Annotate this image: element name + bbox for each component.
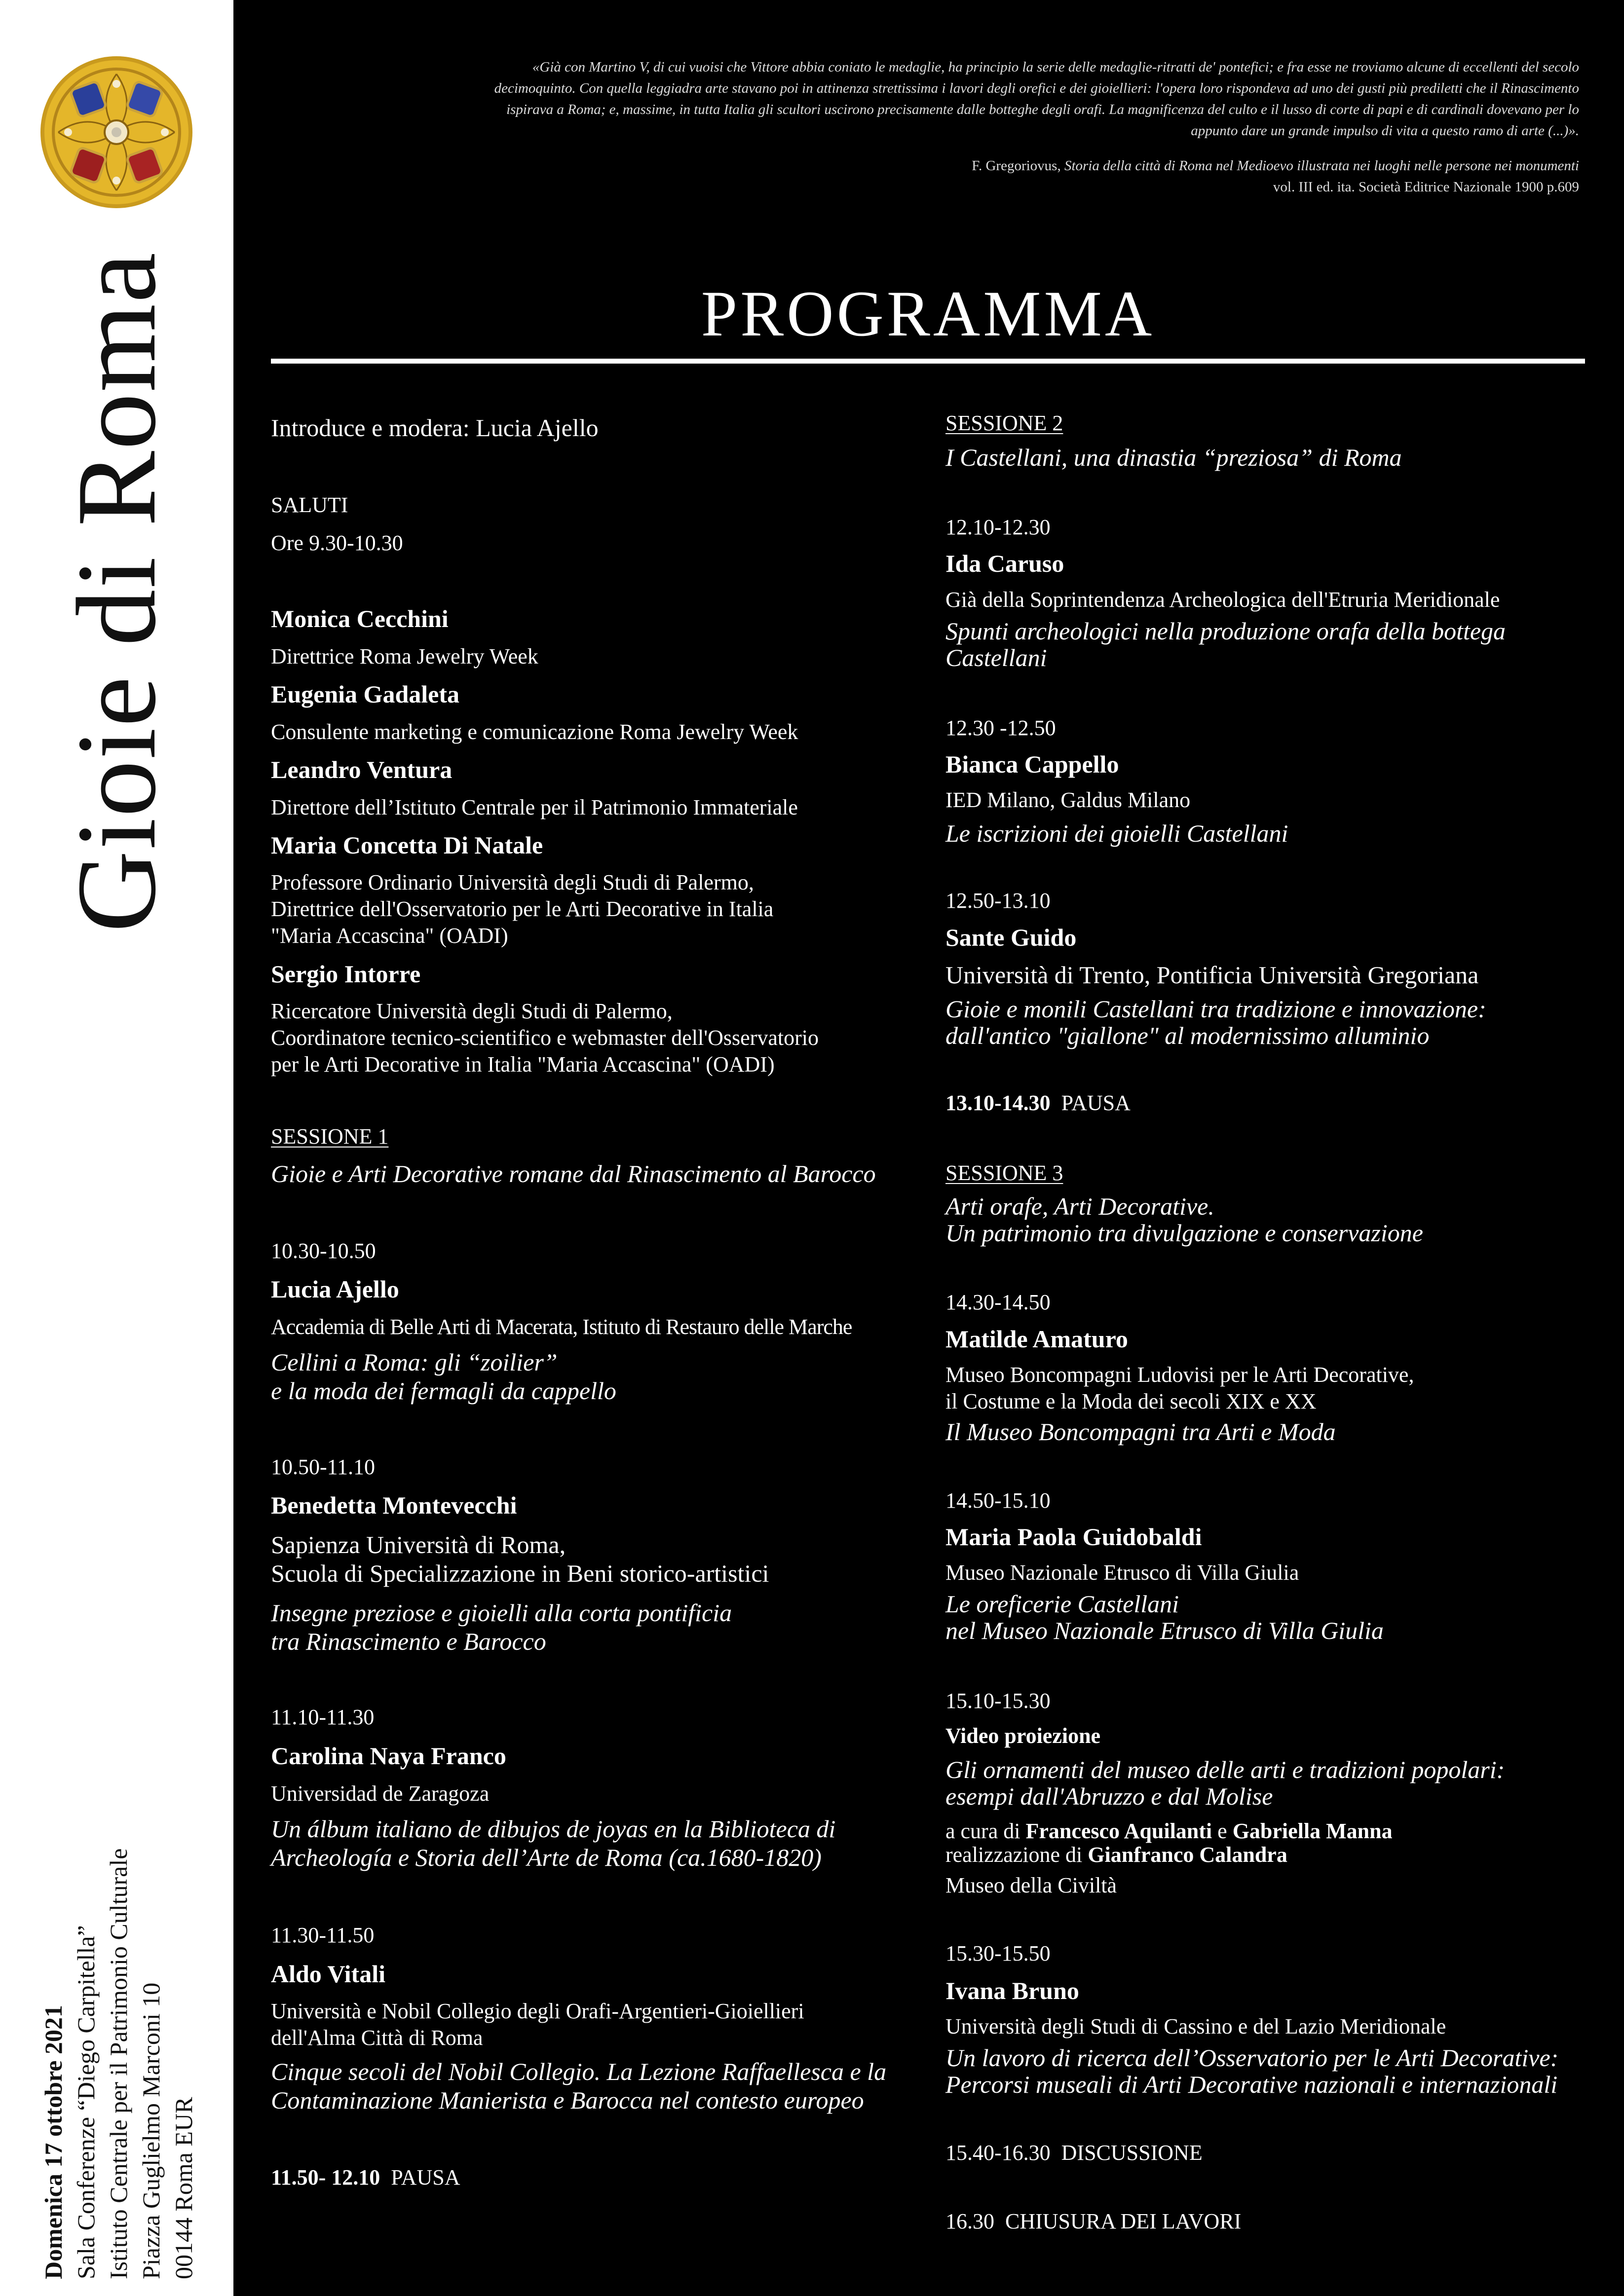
saluti-label: SALUTI bbox=[271, 493, 348, 517]
talk-speaker: Sante Guido bbox=[945, 924, 1077, 951]
closing-line: 16.30 CHIUSURA DEI LAVORI bbox=[945, 2209, 1242, 2233]
talk-time: 14.50-15.10 bbox=[945, 1488, 1051, 1513]
talk-time: 14.30-14.50 bbox=[945, 1290, 1051, 1314]
curator-name: Francesco Aquilanti bbox=[1025, 1819, 1212, 1843]
talk-affiliation bbox=[945, 1362, 1414, 1415]
talk-time: 12.50-13.10 bbox=[945, 889, 1051, 913]
talk-title bbox=[271, 2057, 886, 2114]
title-line: dall'antico "giallone" al modernissimo alluminio bbox=[945, 1022, 1430, 1049]
title-line: esempi dall'Abruzzo e dal Molise bbox=[945, 1782, 1273, 1810]
video-title bbox=[945, 1756, 1505, 1810]
speaker-name: Leandro Ventura bbox=[271, 756, 453, 783]
speaker-role: Direttore dell’Istituto Centrale per il Patrimonio Immateriale bbox=[271, 795, 798, 819]
talk-affiliation bbox=[271, 1998, 804, 2051]
curator-name: Gabriella Manna bbox=[1232, 1819, 1393, 1843]
event-date: Domenica 17 ottobre 2021 bbox=[39, 2005, 67, 2279]
title-line: Contaminazione Manierista e Barocca nel contesto europeo bbox=[271, 2086, 864, 2114]
session-label: SESSIONE 2 bbox=[945, 411, 1063, 435]
saluti-time: Ore 9.30-10.30 bbox=[271, 531, 403, 555]
video-museum: Museo della Civiltà bbox=[945, 1873, 1117, 1897]
event-title-container bbox=[53, 251, 179, 933]
pausa-label: PAUSA bbox=[391, 2165, 460, 2189]
video-time: 15.10-15.30 bbox=[945, 1689, 1051, 1713]
discussion-line: 15.40-16.30 DISCUSSIONE bbox=[945, 2141, 1203, 2165]
talk-speaker: Benedetta Montevecchi bbox=[271, 1491, 517, 1519]
venue-info-container bbox=[30, 1746, 207, 2279]
affiliation-line: Museo Boncompagni Ludovisi per le Arti Decorative, bbox=[945, 1363, 1414, 1387]
talk-time: 15.30-15.50 bbox=[945, 1941, 1051, 1965]
video-production bbox=[945, 1842, 1287, 1867]
affiliation-line: Sapienza Università di Roma, bbox=[271, 1531, 566, 1558]
affiliation-line: il Costume e la Moda dei secoli XIX e XX bbox=[945, 1389, 1317, 1413]
talk-time: 11.30-11.50 bbox=[271, 1923, 375, 1947]
venue-info bbox=[37, 1746, 200, 2279]
talk-title bbox=[945, 2044, 1558, 2098]
title-line: Cinque secoli del Nobil Collegio. La Lezione Raffaellesca e la bbox=[271, 2058, 887, 2085]
title-line: Un álbum italiano de dibujos de joyas en la Biblioteca di bbox=[271, 1815, 836, 1843]
talk-affiliation: Università degli Studi di Cassino e del Lazio Meridionale bbox=[945, 2014, 1446, 2038]
affiliation-line: Scuola di Specializzazione in Beni storico-artistici bbox=[271, 1559, 769, 1587]
talk-time: 11.10-11.30 bbox=[271, 1705, 375, 1729]
title-line: Insegne preziose e gioielli alla corta pontificia bbox=[271, 1599, 732, 1627]
producer-name: Gianfranco Calandra bbox=[1088, 1843, 1287, 1867]
session-title bbox=[945, 1193, 1423, 1246]
talk-speaker: Aldo Vitali bbox=[271, 1960, 385, 1988]
title-line: Arti orafe, Arti Decorative. bbox=[945, 1192, 1214, 1220]
talk-time: 10.50-11.10 bbox=[271, 1455, 376, 1479]
talk-affiliation: Accademia di Belle Arti di Macerata, Istituto di Restauro delle Marche bbox=[271, 1315, 852, 1339]
talk-affiliation: Universidad de Zaragoza bbox=[271, 1781, 490, 1806]
talk-speaker: Ida Caruso bbox=[945, 550, 1064, 577]
session-label: SESSIONE 3 bbox=[945, 1161, 1063, 1185]
title-line: Cellini a Roma: gli “zoilier” bbox=[271, 1348, 558, 1376]
credit-prefix: realizzazione di bbox=[945, 1843, 1083, 1867]
speaker-role: Consulente marketing e comunicazione Roma Jewelry Week bbox=[271, 720, 798, 744]
affiliation-line: Università e Nobil Collegio degli Orafi-Argentieri-Gioiellieri bbox=[271, 1999, 804, 2023]
title-line: Castellani bbox=[945, 644, 1047, 671]
video-label: Video proiezione bbox=[945, 1724, 1101, 1748]
talk-affiliation: Già della Soprintendenza Archeologica dell'Etruria Meridionale bbox=[945, 588, 1500, 612]
citation-author: F. Gregoriovus, bbox=[972, 158, 1061, 174]
video-credits bbox=[945, 1818, 1393, 1844]
role-line: Coordinatore tecnico-scientifico e webmaster dell'Osservatorio bbox=[271, 1026, 819, 1050]
talk-title: Le iscrizioni dei gioielli Castellani bbox=[945, 819, 1288, 847]
citation-edition: vol. III ed. ita. Società Editrice Nazionale 1900 p.609 bbox=[1273, 179, 1579, 195]
venue-street: Piazza Guglielmo Marconi 10 bbox=[137, 1982, 165, 2279]
jewel-emblem-icon bbox=[38, 54, 194, 210]
title-line: e la moda dei fermagli da cappello bbox=[271, 1377, 616, 1405]
talk-time: 12.30 -12.50 bbox=[945, 716, 1056, 740]
speaker-name: Monica Cecchini bbox=[271, 605, 449, 632]
talk-affiliation: IED Milano, Galdus Milano bbox=[945, 788, 1191, 812]
role-line: "Maria Accascina" (OADI) bbox=[271, 924, 508, 948]
talk-affiliation: Museo Nazionale Etrusco di Villa Giulia bbox=[945, 1560, 1299, 1585]
speaker-role bbox=[271, 869, 773, 949]
title-line: Un lavoro di ricerca dell’Osservatorio per le Arti Decorative: bbox=[945, 2044, 1559, 2072]
talk-title: Il Museo Boncompagni tra Arti e Moda bbox=[945, 1418, 1336, 1445]
title-line: Gli ornamenti del museo delle arti e tradizioni popolari: bbox=[945, 1756, 1505, 1783]
talk-speaker: Matilde Amaturo bbox=[945, 1325, 1128, 1353]
talk-title bbox=[271, 1348, 616, 1405]
title-line: Gioie e monili Castellani tra tradizione e innovazione: bbox=[945, 995, 1486, 1023]
venue-room: Sala Conferenze “Diego Carpitella” bbox=[72, 1925, 100, 2279]
title-divider bbox=[271, 359, 1585, 364]
title-line: nel Museo Nazionale Etrusco di Villa Giulia bbox=[945, 1617, 1384, 1644]
pausa-time: 11.50- 12.10 bbox=[271, 2165, 380, 2189]
page-title: PROGRAMMA bbox=[701, 277, 1155, 350]
talk-time: 10.30-10.50 bbox=[271, 1239, 376, 1263]
citation-title: Storia della città di Roma nel Medioevo illustrata nei luoghi nelle persone nei monumenti bbox=[1064, 158, 1579, 174]
event-title: Gioie di Roma bbox=[53, 251, 179, 933]
pausa-line bbox=[945, 1090, 1131, 1115]
credit-conjunction: e bbox=[1217, 1819, 1227, 1843]
epigraph-citation bbox=[459, 155, 1579, 198]
title-line: Le oreficerie Castellani bbox=[945, 1590, 1179, 1618]
title-line: Archeología e Storia dell’Arte de Roma (ca.1680-1820) bbox=[271, 1844, 822, 1871]
speaker-name: Eugenia Gadaleta bbox=[271, 680, 459, 708]
venue-institute: Istituto Centrale per il Patrimonio Culturale bbox=[105, 1848, 132, 2279]
epigraph-quote: «Già con Martino V, di cui vuoisi che Vittore abbia coniato le medaglie, ha principio la serie delle medaglie-ritratti de' pontefici; e fra esse ne troviamo alcune di eccellenti del secolo decimoquinto. Con quella leggiadra arte stavano poi in attinenza strettissima i lavori degli orefici e dei gioiellieri: l'opera loro rispondeva ad uno dei gusti più prediletti che il Rinascimento ispirava a Roma; e, massime, in tutta Italia gli scultori uscirono precisamente dalle botteghe degli orafi. La magnificenza del culto e il lusso di corte di papi e di cardinali dovevano per lo appunto dare un grande impulso di vita a questo ramo di arte (...)». bbox=[494, 59, 1579, 139]
speaker-role: Direttrice Roma Jewelry Week bbox=[271, 644, 538, 668]
talk-speaker: Lucia Ajello bbox=[271, 1275, 399, 1303]
talk-affiliation bbox=[271, 1530, 769, 1588]
title-line: tra Rinascimento e Barocco bbox=[271, 1628, 546, 1655]
role-line: per le Arti Decorative in Italia "Maria Accascina" (OADI) bbox=[271, 1052, 775, 1076]
talk-title bbox=[271, 1815, 835, 1872]
affiliation-line: dell'Alma Città di Roma bbox=[271, 2026, 483, 2050]
title-line: Un patrimonio tra divulgazione e conservazione bbox=[945, 1219, 1423, 1247]
venue-city: 00144 Roma EUR bbox=[170, 2097, 197, 2279]
session-label: SESSIONE 1 bbox=[271, 1124, 389, 1148]
title-line: Percorsi museali di Arti Decorative nazionali e internazionali bbox=[945, 2071, 1558, 2098]
pausa-line bbox=[271, 2165, 460, 2190]
talk-time: 12.10-12.30 bbox=[945, 515, 1051, 539]
speaker-role bbox=[271, 998, 819, 1078]
talk-title bbox=[945, 618, 1506, 671]
talk-speaker: Bianca Cappello bbox=[945, 750, 1119, 778]
pausa-time: 13.10-14.30 bbox=[945, 1091, 1051, 1115]
talk-affiliation: Università di Trento, Pontificia Università Gregoriana bbox=[945, 961, 1479, 989]
role-line: Professore Ordinario Università degli Studi di Palermo, bbox=[271, 870, 754, 894]
talk-title bbox=[945, 1591, 1384, 1644]
title-line: Spunti archeologici nella produzione orafa della bottega bbox=[945, 617, 1506, 645]
speaker-name: Maria Concetta Di Natale bbox=[271, 831, 543, 859]
talk-speaker: Carolina Naya Franco bbox=[271, 1742, 506, 1770]
pausa-label: PAUSA bbox=[1061, 1091, 1131, 1115]
credit-prefix: a cura di bbox=[945, 1819, 1020, 1843]
role-line: Ricercatore Università degli Studi di Palermo, bbox=[271, 999, 673, 1023]
moderator-line: Introduce e modera: Lucia Ajello bbox=[271, 414, 599, 442]
talk-title bbox=[945, 996, 1486, 1049]
sidebar bbox=[0, 0, 233, 2296]
talk-title bbox=[271, 1598, 732, 1656]
session-title: Gioie e Arti Decorative romane dal Rinascimento al Barocco bbox=[271, 1160, 876, 1187]
session-title: I Castellani, una dinastia “preziosa” di Roma bbox=[945, 444, 1402, 471]
talk-speaker: Ivana Bruno bbox=[945, 1977, 1079, 2004]
talk-speaker: Maria Paola Guidobaldi bbox=[945, 1523, 1202, 1551]
speaker-name: Sergio Intorre bbox=[271, 960, 421, 988]
role-line: Direttrice dell'Osservatorio per le Arti Decorative in Italia bbox=[271, 897, 774, 921]
